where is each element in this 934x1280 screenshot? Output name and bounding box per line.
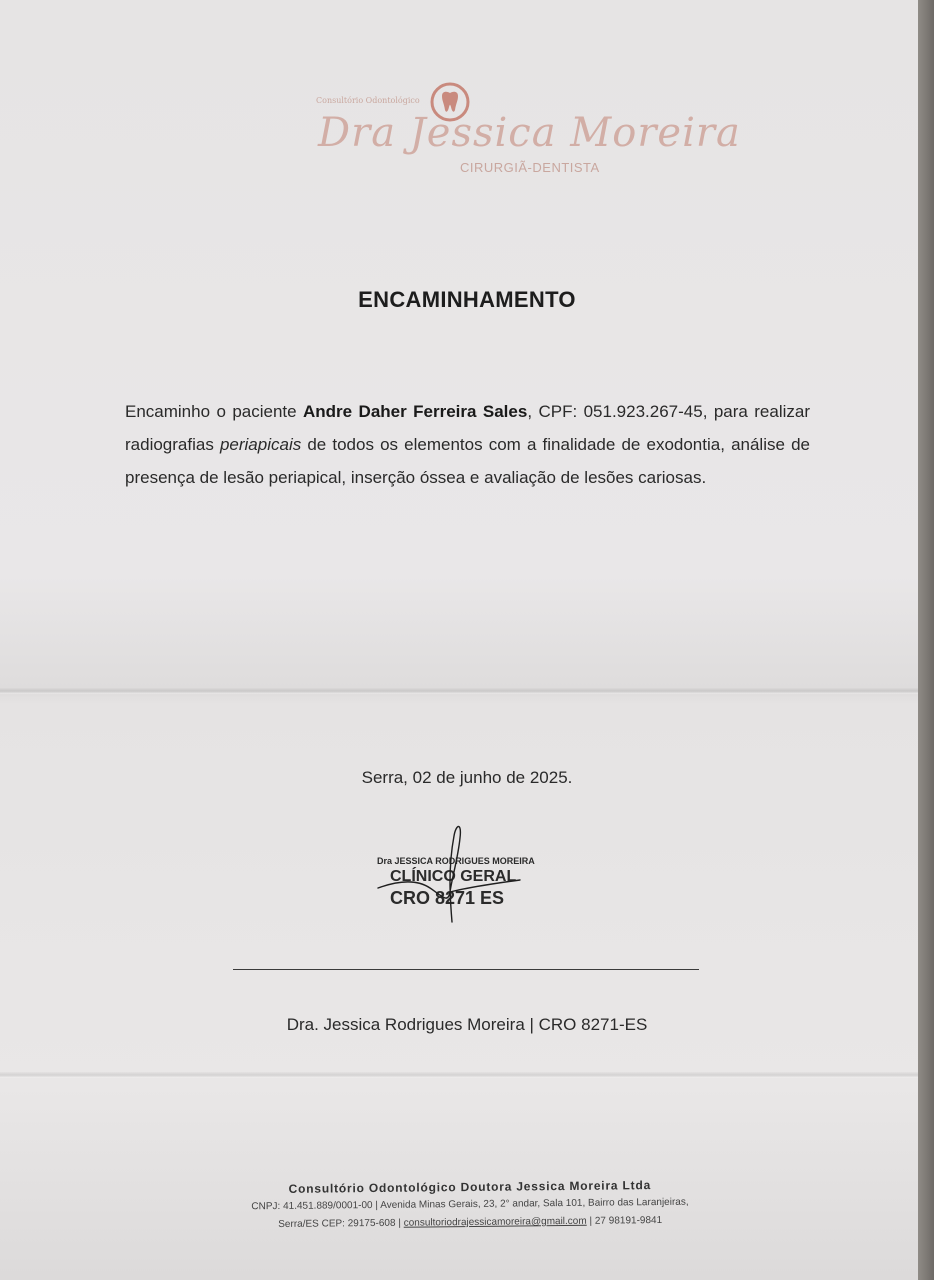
logo-small-text: Consultório Odontológico (316, 96, 420, 105)
document-footer (140, 1177, 800, 1234)
document-date: Serra, 02 de junho de 2025. (361, 768, 573, 787)
clinic-logo (300, 72, 741, 182)
footer-address: CNPJ: 41.451.889/0001-00 | Avenida Minas Gerais, 23, 2° andar, Sala 101, Bairro das Laranjeiras, (251, 1196, 689, 1213)
italic-term: periapicais (219, 435, 302, 454)
stamp-cro: CRO 8271 ES (390, 888, 505, 908)
background-edge (918, 0, 934, 1280)
signature-line (233, 969, 699, 970)
professional-stamp (370, 818, 570, 928)
signature-icon (370, 818, 570, 928)
patient-name: Andre Daher Ferreira Sales (303, 402, 528, 421)
logo-script-name: Dra Jessica Moreira (318, 110, 741, 156)
referral-body (125, 395, 810, 494)
document-title: ENCAMINHAMENTO (358, 287, 576, 312)
paper-fold (0, 688, 918, 694)
footer-contact (140, 1213, 800, 1234)
body-rest: de todos os elementos com a finalidade de exodontia, análise de presença de lesão periapical, inserção óssea e avaliação de lesões cariosas. (125, 435, 810, 487)
logo-subtitle: CIRURGIÃ-DENTISTA (460, 160, 600, 175)
footer-email-link[interactable]: consultoriodrajessicamoreira@gmail.com (403, 1215, 587, 1229)
body-cpf-text: , CPF: 051.923.267-45, para realizar radiografias (125, 402, 811, 454)
paper-fold (0, 1072, 918, 1078)
footer-cep: Serra/ES CEP: 29175-608 | (278, 1217, 404, 1231)
footer-phone: | 27 98191-9841 (586, 1214, 663, 1227)
stamp-name: Dra JESSICA RODRIGUES MOREIRA (377, 856, 535, 866)
body-prefix: Encaminho o paciente (125, 402, 304, 421)
signer-name: Dra. Jessica Rodrigues Moreira | CRO 8271-ES (286, 1015, 648, 1034)
footer-company: Consultório Odontológico Doutora Jessica Moreira Ltda (288, 1178, 652, 1196)
stamp-role: CLÍNICO GERAL (390, 868, 517, 885)
